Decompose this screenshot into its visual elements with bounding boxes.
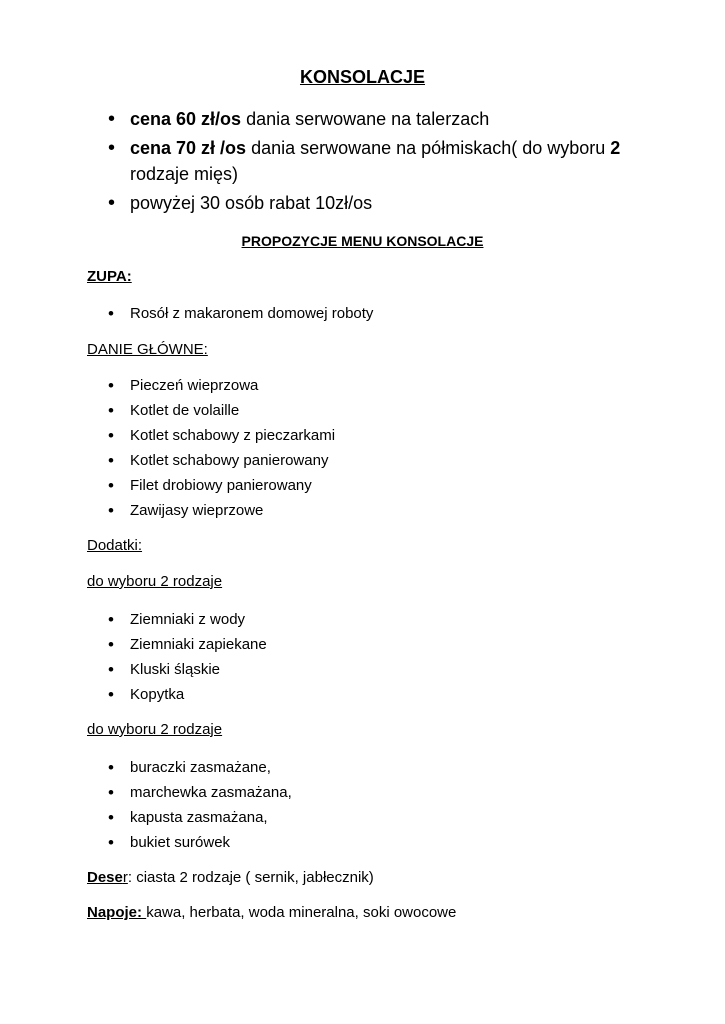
list-item: • Kotlet schabowy z pieczarkami	[130, 423, 335, 448]
sides-group1-list	[130, 607, 267, 707]
list-item: • Kotlet de volaille	[130, 398, 335, 423]
sides-group2-list	[130, 755, 292, 855]
price-bold: cena 60 zł/os	[130, 109, 242, 129]
price-list	[130, 106, 650, 219]
mains-list	[130, 373, 335, 523]
dessert-label: Dese	[87, 869, 123, 886]
soup-heading: ZUPA:	[87, 268, 132, 285]
mains-heading: DANIE GŁÓWNE:	[87, 341, 208, 358]
dessert-line	[87, 869, 374, 887]
dessert-text: : ciasta 2 rodzaje ( sernik, jabłecznik)	[127, 869, 374, 886]
soup-list	[130, 301, 373, 326]
price-item	[130, 135, 650, 187]
list-item: • kapusta zasmażana,	[130, 805, 292, 830]
price-bold: cena 70 zł /os	[130, 138, 247, 158]
list-item: • Rosół z makaronem domowej roboty	[130, 301, 373, 326]
drinks-text: kawa, herbata, woda mineralna, soki owocowe	[146, 904, 457, 921]
price-item	[130, 106, 650, 132]
sides-heading: Dodatki:	[87, 537, 143, 554]
price-text: dania serwowane na talerzach	[241, 109, 490, 129]
list-item: • marchewka zasmażana,	[130, 780, 292, 805]
menu-title: PROPOZYCJE MENU KONSOLACJE	[241, 233, 484, 249]
price-text: dania serwowane na półmiskach( do wyboru	[246, 138, 611, 158]
price-text: powyżej 30 osób rabat 10zł/os	[130, 193, 373, 213]
list-item: • Kopytka	[130, 682, 267, 707]
price-text-continued: rodzaje mięs)	[130, 164, 239, 184]
list-item: • Kluski śląskie	[130, 657, 267, 682]
sides-group1-heading: do wyboru 2 rodzaje	[87, 573, 223, 590]
list-item: • Ziemniaki z wody	[130, 607, 267, 632]
list-item: • Pieczeń wieprzowa	[130, 373, 335, 398]
list-item: • bukiet surówek	[130, 830, 292, 855]
list-item: • Ziemniaki zapiekane	[130, 632, 267, 657]
list-item: • Filet drobiowy panierowany	[130, 473, 335, 498]
list-item: • Zawijasy wieprzowe	[130, 498, 335, 523]
sides-group2-heading: do wyboru 2 rodzaje	[87, 721, 223, 738]
price-item	[130, 190, 650, 216]
list-item: • buraczki zasmażane,	[130, 755, 292, 780]
document-title: KONSOLACJE	[299, 67, 425, 87]
drinks-line	[87, 904, 456, 922]
list-item: • Kotlet schabowy panierowany	[130, 448, 335, 473]
dessert-label-rest: r	[122, 869, 128, 886]
drinks-label: Napoje:	[87, 904, 147, 921]
price-bold-number: 2	[610, 138, 621, 158]
